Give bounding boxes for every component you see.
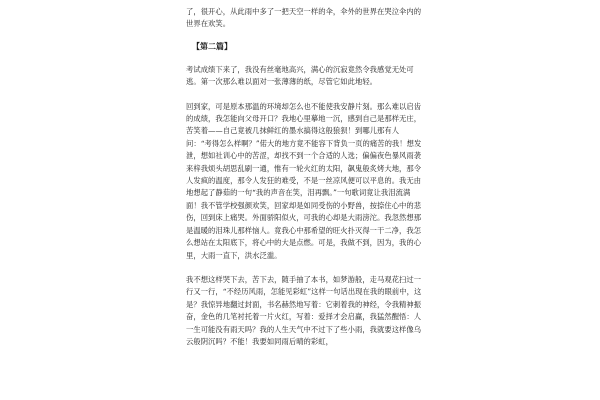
paragraph-1: 考试成绩下来了，我没有丝毫地高兴，满心的沉寂竟然令我感觉无处可逃。第一次那么难以面对一张薄薄的纸，尽管它如此地轻。 bbox=[186, 64, 414, 87]
intro-paragraph: 了，很开心，从此雨中多了一把天空一样的伞，伞外的世界在哭泣伞内的世界在欢笑。 bbox=[186, 7, 422, 29]
paragraph-2: 回到家，可是原本那温的环境却怎么也不能使我安静片刻。那么难以启齿的成绩，我怎能向父母开口？我地心里摹地一沉，感到自己是那样无庄，苦笑着——自己竟被几抹鲜红的墨水搞得这般狼狈！到哪儿那有人问：“考得怎么样啊？”偌大的地方竟不能容下背负一页的痛苦的我！想发泄，想如社训心中的苦涩，却找不到一个合适的人选；偏偏夜色暴风雨袭来梓我烦头胡思乱刷一通，惟有一轮火红的太阳，飙鬼般炙烤大地，那令人发疯的温度，那令人发狂的难受，不是一丝凉风便可以平息的。我无由地想起了静茹的一句“我的声音在笑，泪再飘。”一句歌词竟让我泪流满面！我不管学校强颜欢笑，回家却是如同受伤的小野兽，按捺住心中的悲伤，回到床上痛哭。外面骄阳似火，可我的心却是大雨滂沱。我忽然想那是温暖的泪珠儿那样恼人。竟我心中那希望的旺火扑灭得一干二净，我怎么想站在太阳底下，将心中的大是点燃。可是，我做不到，因为，我的心里，大雨一直下，洪水泛滥。 bbox=[186, 101, 422, 260]
section-heading: 【第二篇】 bbox=[192, 40, 232, 51]
document-page bbox=[186, 6, 422, 400]
paragraph-3: 我不想这样哭下去，苦下去，随手抽了本书，如梦游般，走马观花扫过一行又一行，“不经历风雨，怎能见彩虹”这样一句话出现在我的眼前中，这是？我惊异地翻过封面，书名赫然地写着：它刺着我的神经，令我精神振奋，金色的几笔衬托着一片火红，写着：爱择才会启赢，我猛然醒悟：人一生可能没有雨天吗？我的人生天气中不过下了些小雨，我就要这样像乌云般阴沉吗？不能！我要如同雨后晴的彩虹， bbox=[186, 274, 422, 346]
